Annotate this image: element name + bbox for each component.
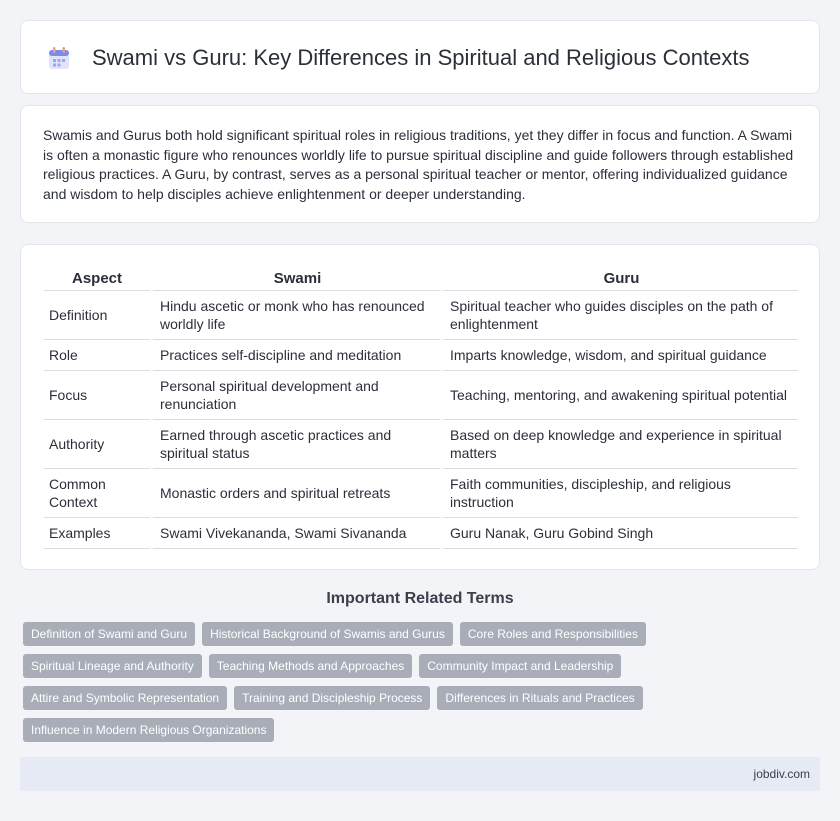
cell-aspect: Common Context — [44, 469, 150, 518]
tag-row — [23, 718, 823, 742]
cell-aspect: Examples — [44, 518, 150, 549]
header-card — [20, 20, 820, 94]
intro-paragraph: Swamis and Gurus both hold significant spiritual roles in religious traditions, yet they differ in focus and function. A Swami is often a monastic figure who renounces worldly life to pursue spiritual discipline and guide followers through established religious practices. A Guru, by contrast, serves as a personal spiritual teacher or mentor, offering individualized guidance and wisdom to help disciples achieve enlightenment or deeper understanding. — [43, 127, 794, 202]
footer — [20, 757, 820, 791]
cell-guru: Teaching, mentoring, and awakening spiritual potential — [440, 371, 798, 420]
cell-swami: Practices self-discipline and meditation — [150, 340, 440, 371]
cell-swami: Monastic orders and spiritual retreats — [150, 469, 440, 518]
cell-guru: Based on deep knowledge and experience in spiritual matters — [440, 420, 798, 469]
table-row — [44, 518, 798, 549]
table-row — [44, 371, 798, 420]
related-terms — [23, 622, 823, 750]
table-row — [44, 420, 798, 469]
cell-aspect: Role — [44, 340, 150, 371]
cell-aspect: Definition — [44, 291, 150, 340]
intro-card — [20, 105, 820, 223]
related-term-tag[interactable]: Differences in Rituals and Practices — [437, 686, 642, 710]
cell-guru: Faith communities, discipleship, and religious instruction — [440, 469, 798, 518]
tag-row — [23, 622, 823, 646]
tag-row — [23, 654, 823, 678]
related-term-tag[interactable]: Historical Background of Swamis and Gurus — [202, 622, 453, 646]
cell-swami: Earned through ascetic practices and spiritual status — [150, 420, 440, 469]
related-term-tag[interactable]: Core Roles and Responsibilities — [460, 622, 646, 646]
related-term-tag[interactable]: Training and Discipleship Process — [234, 686, 430, 710]
related-term-tag[interactable]: Teaching Methods and Approaches — [209, 654, 412, 678]
related-term-tag[interactable]: Attire and Symbolic Representation — [23, 686, 227, 710]
cell-swami: Hindu ascetic or monk who has renounced worldly life — [150, 291, 440, 340]
footer-site-link[interactable]: jobdiv.com — [753, 767, 810, 781]
table-header-row — [44, 263, 798, 291]
cell-aspect: Focus — [44, 371, 150, 420]
header-aspect: Aspect — [44, 263, 150, 291]
cell-guru: Imparts knowledge, wisdom, and spiritual guidance — [440, 340, 798, 371]
related-term-tag[interactable]: Definition of Swami and Guru — [23, 622, 195, 646]
cell-aspect: Authority — [44, 420, 150, 469]
related-term-tag[interactable]: Spiritual Lineage and Authority — [23, 654, 202, 678]
related-terms-title: Important Related Terms — [326, 590, 514, 607]
related-term-tag[interactable]: Influence in Modern Religious Organizations — [23, 718, 274, 742]
cell-guru: Spiritual teacher who guides disciples on the path of enlightenment — [440, 291, 798, 340]
tag-row — [23, 686, 823, 710]
table-row — [44, 291, 798, 340]
table-row — [44, 469, 798, 518]
calendar-icon — [48, 46, 70, 70]
comparison-card — [20, 244, 820, 570]
page-title: Swami vs Guru: Key Differences in Spiritual and Religious Contexts — [92, 45, 750, 70]
cell-swami: Personal spiritual development and renunciation — [150, 371, 440, 420]
cell-guru: Guru Nanak, Guru Gobind Singh — [440, 518, 798, 549]
comparison-table — [44, 263, 798, 549]
cell-swami: Swami Vivekananda, Swami Sivananda — [150, 518, 440, 549]
table-row — [44, 340, 798, 371]
header-guru: Guru — [440, 263, 798, 291]
header-swami: Swami — [150, 263, 440, 291]
related-term-tag[interactable]: Community Impact and Leadership — [419, 654, 621, 678]
